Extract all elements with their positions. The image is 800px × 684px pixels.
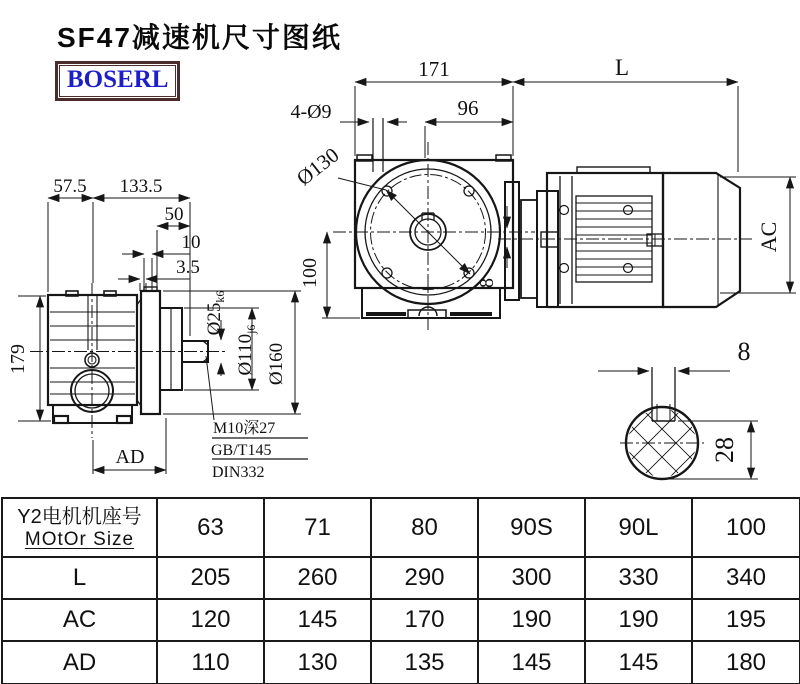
table-cell: 290 (371, 557, 478, 599)
table-cell: 145 (478, 641, 585, 684)
row-label: AC (2, 599, 157, 641)
table-cell: 260 (264, 557, 371, 599)
table-cell: 170 (371, 599, 478, 641)
dim-key-height: 28 (710, 437, 739, 463)
dim-flange-diameter: Ø160 (266, 342, 287, 386)
motor-view (498, 167, 752, 307)
note-std-din: DIN332 (212, 464, 265, 481)
column-header: 90S (478, 498, 585, 557)
table-cell: 145 (585, 641, 692, 684)
dim-L: L (614, 55, 630, 80)
header-motor-size (2, 498, 157, 557)
dim-171: 171 (418, 57, 450, 81)
table-cell: 190 (478, 599, 585, 641)
header-motor-size-en: MOtOr Size (24, 528, 135, 550)
table-cell: 205 (157, 557, 264, 599)
dim-10: 10 (181, 232, 201, 253)
note-thread: M10深27 (213, 420, 276, 437)
column-header: 71 (264, 498, 371, 557)
dim-179: 179 (7, 344, 29, 374)
table-cell: 195 (692, 599, 800, 641)
table-row-AD (2, 641, 800, 684)
dim-AD: AD (115, 446, 145, 468)
table-row-AC (2, 599, 800, 641)
dim-bolt-holes: 4-Ø9 (290, 101, 332, 123)
dim-96: 96 (457, 96, 479, 120)
header-motor-size-cn: Y2电机机座号 (17, 505, 142, 528)
dim-3-5: 3.5 (176, 257, 200, 278)
dim-bolt-circle: Ø130 (291, 142, 344, 191)
table-cell: 110 (157, 641, 264, 684)
shaft-section-detail (542, 323, 768, 505)
table-cell: 120 (157, 599, 264, 641)
dim-57-5: 57.5 (53, 176, 87, 197)
table-cell: 135 (371, 641, 478, 684)
table-cell: 330 (585, 557, 692, 599)
dim-133-5: 133.5 (119, 176, 163, 197)
table-header-row (2, 498, 800, 557)
dim-pilot-diameter: $Ø110_{j6}$ (235, 324, 258, 376)
dim-AC: AC (756, 221, 781, 253)
table-cell: 340 (692, 557, 800, 599)
dim-flange-thickness: 8 (476, 278, 498, 288)
column-header: 63 (157, 498, 264, 557)
table-cell: 130 (264, 641, 371, 684)
row-label: L (2, 557, 157, 599)
dim-key-width: 8 (737, 337, 751, 366)
table-row-L (2, 557, 800, 599)
dim-shaft-diameter: $Ø25_{k6}$ (204, 290, 227, 336)
row-label: AD (2, 641, 157, 684)
dim-100: 100 (299, 258, 321, 288)
brand-logo-text: BOSERL (59, 65, 176, 97)
table-cell: 190 (585, 599, 692, 641)
brand-badge (55, 61, 180, 101)
note-std-gb: GB/T145 (211, 442, 272, 459)
side-view-gearbox (30, 283, 225, 438)
table-cell: 145 (264, 599, 371, 641)
table-cell: 300 (478, 557, 585, 599)
table-cell: 180 (692, 641, 800, 684)
column-header: 90L (585, 498, 692, 557)
motor-size-table (1, 497, 800, 684)
column-header: 100 (692, 498, 800, 557)
column-header: 80 (371, 498, 478, 557)
page-title: SF47减速机尺寸图纸 (57, 22, 342, 53)
dim-50: 50 (164, 204, 184, 225)
